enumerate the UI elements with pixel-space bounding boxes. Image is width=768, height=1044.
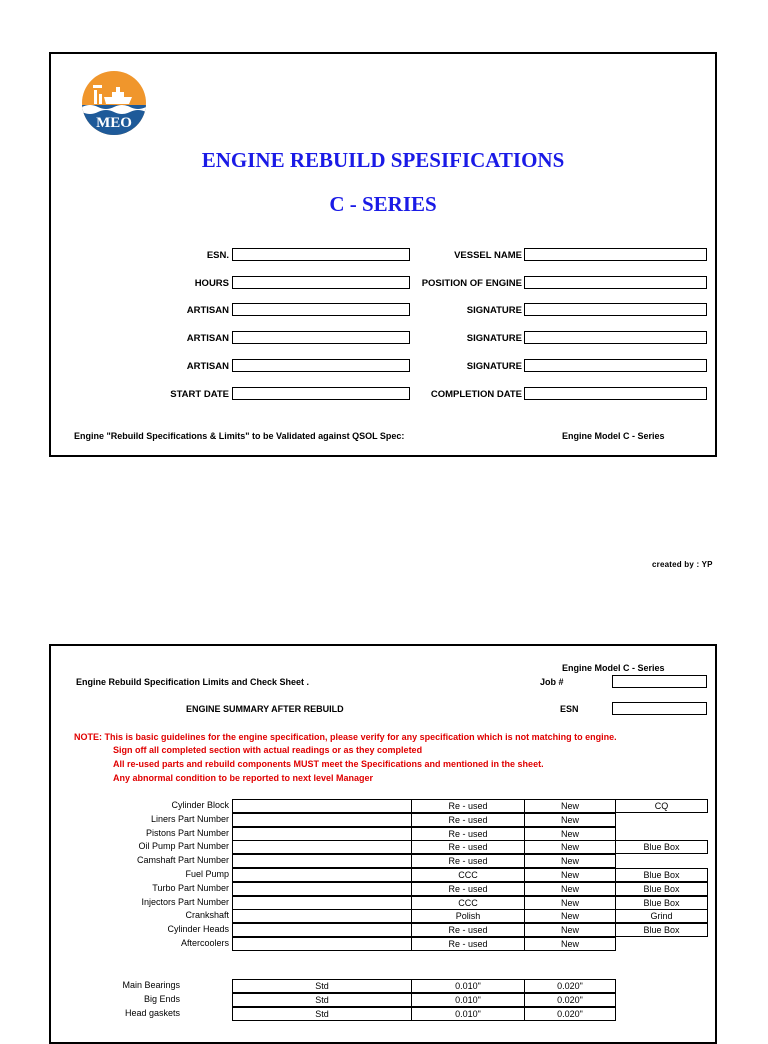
part-name: Oil Pump Part Number (138, 841, 229, 852)
page-subtitle: C - SERIES (329, 192, 437, 216)
artisan-label-3: ARTISAN (186, 361, 229, 372)
part-number-cell[interactable] (232, 868, 412, 882)
extra-cell: Grind (615, 909, 708, 923)
part-number-cell[interactable] (232, 813, 412, 827)
esn-field[interactable] (612, 702, 707, 715)
option-cell: CCC (411, 868, 525, 882)
option-cell: CCC (411, 896, 525, 910)
signature-label-2: SIGNATURE (466, 333, 522, 344)
option-cell: Re - used (411, 882, 525, 896)
extra-cell: Blue Box (615, 882, 708, 896)
vessel-name-label: VESSEL NAME (454, 250, 522, 261)
signature-field-2[interactable] (524, 331, 707, 344)
new-cell: New (524, 813, 616, 827)
hours-label: HOURS (194, 278, 229, 289)
start-date-label: START DATE (170, 389, 229, 400)
extra-cell: Blue Box (615, 923, 708, 937)
new-cell: New (524, 868, 616, 882)
part-number-cell[interactable] (232, 854, 412, 868)
option-cell: Polish (411, 909, 525, 923)
note-line-2: Sign off all completed section with actual readings or as they completed (113, 745, 423, 755)
size-cell[interactable]: Std (232, 1007, 412, 1021)
created-by-credit: created by : YP (652, 560, 713, 569)
part-name: Turbo Part Number (152, 882, 229, 893)
option-cell: Re - used (411, 854, 525, 868)
signature-field-1[interactable] (524, 303, 707, 316)
summary-title: ENGINE SUMMARY AFTER REBUILD (186, 704, 344, 714)
part-name: Crankshaft (185, 910, 229, 921)
part-number-cell[interactable] (232, 882, 412, 896)
extra-cell: Blue Box (615, 896, 708, 910)
size-cell[interactable]: 0.020" (524, 993, 616, 1007)
validation-text: Engine "Rebuild Specifications & Limits" to be Validated against QSOL Spec: (74, 431, 405, 441)
option-cell: Re - used (411, 813, 525, 827)
part-number-cell[interactable] (232, 923, 412, 937)
start-date-field[interactable] (232, 387, 410, 400)
meo-logo (82, 68, 146, 138)
size-cell[interactable]: 0.010" (411, 993, 525, 1007)
engine-model-text: Engine Model C - Series (562, 431, 665, 441)
part-name: Fuel Pump (185, 869, 229, 879)
part-number-cell[interactable] (232, 909, 412, 923)
position-of-engine-label: POSITION OF ENGINE (421, 278, 522, 289)
note-line-4: Any abnormal condition to be reported to next level Manager (113, 773, 374, 783)
hours-field[interactable] (232, 276, 410, 289)
esn-label: ESN (560, 704, 579, 714)
bearing-name: Head gaskets (124, 1007, 180, 1018)
size-cell[interactable]: Std (232, 993, 412, 1007)
completion-date-label: COMPLETION DATE (430, 389, 522, 400)
sheet-engine-model: Engine Model C - Series (562, 663, 665, 673)
part-number-cell[interactable] (232, 799, 412, 813)
artisan-label-1: ARTISAN (186, 305, 229, 316)
logo-text: MEO (96, 115, 132, 131)
extra-cell: Blue Box (615, 868, 708, 882)
note-line-3: All re-used parts and rebuild components MUST meet the Specifications and mentioned in the sheet. (113, 759, 544, 769)
part-name: Injectors Part Number (141, 896, 229, 907)
esn-label: ESN. (206, 250, 229, 261)
part-name: Pistons Part Number (145, 827, 229, 838)
new-cell: New (524, 840, 616, 854)
part-name: Cylinder Heads (167, 924, 229, 935)
part-name: Camshaft Part Number (136, 855, 229, 866)
option-cell: Re - used (411, 799, 525, 813)
new-cell: New (524, 882, 616, 896)
sheet-title: Engine Rebuild Specification Limits and Check Sheet . (76, 677, 310, 687)
new-cell: New (524, 937, 616, 951)
completion-date-field[interactable] (524, 387, 707, 400)
check-sheet-panel (49, 644, 717, 1044)
part-name: Cylinder Block (171, 800, 229, 810)
bearing-name: Big Ends (143, 993, 180, 1004)
artisan-field-1[interactable] (232, 303, 410, 316)
meo-logo-icon (82, 68, 146, 138)
part-number-cell[interactable] (232, 937, 412, 951)
extra-cell: CQ (615, 799, 708, 813)
size-cell[interactable]: 0.020" (524, 979, 616, 993)
artisan-field-3[interactable] (232, 359, 410, 372)
new-cell: New (524, 854, 616, 868)
size-cell[interactable]: 0.010" (411, 979, 525, 993)
size-cell[interactable]: 0.020" (524, 1007, 616, 1021)
new-cell: New (524, 909, 616, 923)
job-label: Job # (540, 677, 564, 687)
new-cell: New (524, 799, 616, 813)
part-number-cell[interactable] (232, 896, 412, 910)
note-line-1: NOTE: This is basic guidelines for the engine specification, please verify for any specification which is not matching to engine. (74, 732, 617, 742)
part-number-cell[interactable] (232, 827, 412, 841)
option-cell: Re - used (411, 923, 525, 937)
part-name: Aftercoolers (180, 938, 229, 948)
vessel-name-field[interactable] (524, 248, 707, 261)
new-cell: New (524, 896, 616, 910)
artisan-field-2[interactable] (232, 331, 410, 344)
signature-label-3: SIGNATURE (466, 361, 522, 372)
artisan-label-2: ARTISAN (186, 333, 229, 344)
signature-label-1: SIGNATURE (466, 305, 522, 316)
option-cell: Re - used (411, 840, 525, 854)
new-cell: New (524, 827, 616, 841)
part-name: Liners Part Number (150, 813, 229, 824)
bearing-name: Main Bearings (122, 980, 180, 990)
job-number-field[interactable] (612, 675, 707, 688)
option-cell: Re - used (411, 827, 525, 841)
extra-cell: Blue Box (615, 840, 708, 854)
position-of-engine-field[interactable] (524, 276, 707, 289)
cover-panel (49, 52, 717, 457)
part-number-cell[interactable] (232, 840, 412, 854)
new-cell: New (524, 923, 616, 937)
esn-field[interactable] (232, 248, 410, 261)
size-cell[interactable]: Std (232, 979, 412, 993)
size-cell[interactable]: 0.010" (411, 1007, 525, 1021)
signature-field-3[interactable] (524, 359, 707, 372)
option-cell: Re - used (411, 937, 525, 951)
page-title: ENGINE REBUILD SPESIFICATIONS (201, 148, 565, 172)
